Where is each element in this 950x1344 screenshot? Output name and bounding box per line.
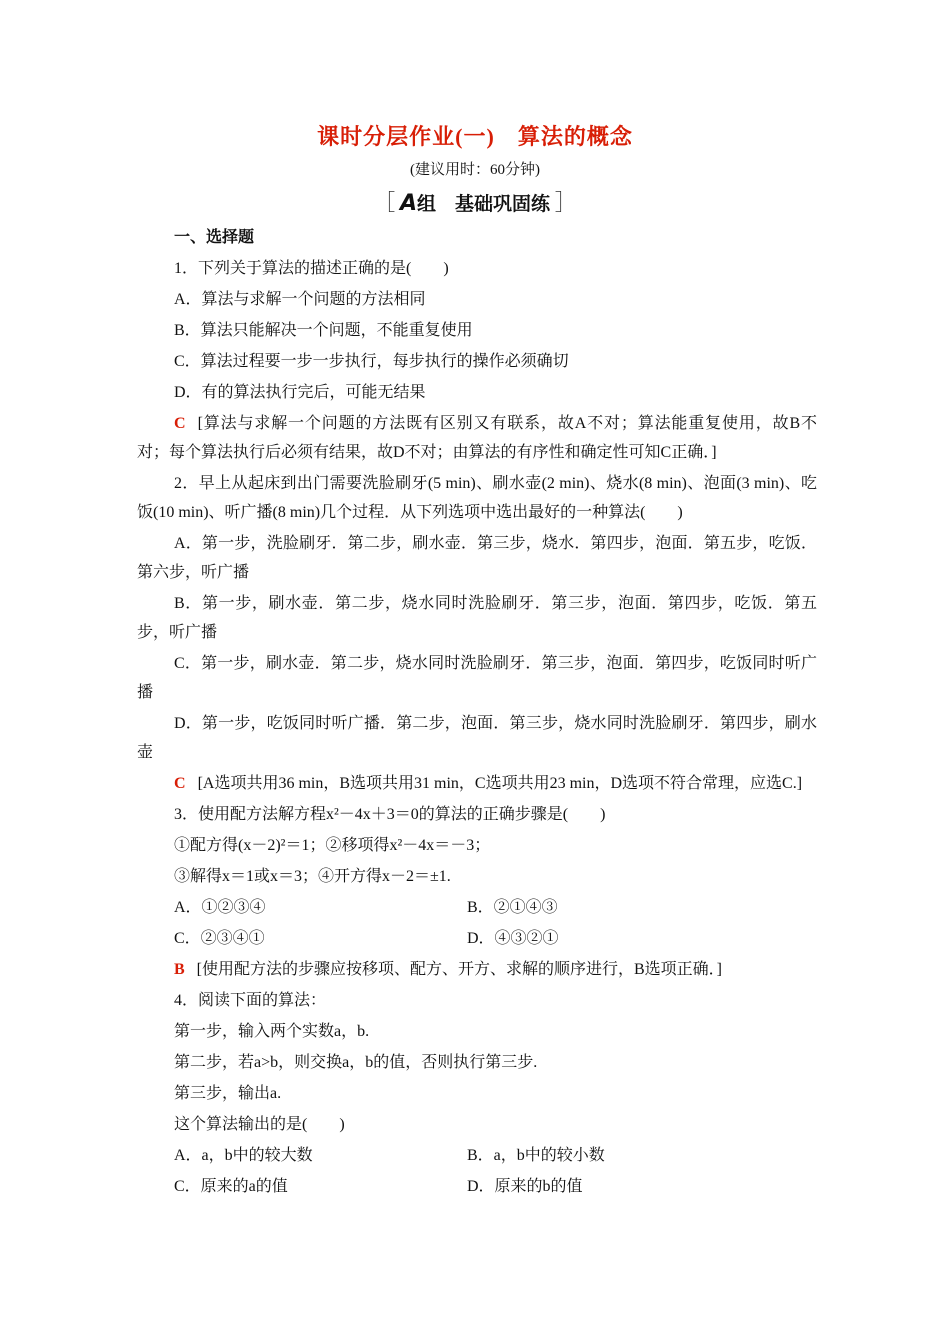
question-4-step-3: 第三步，输出a. (174, 1085, 282, 1102)
question-3-option-a: A．①②③④ (174, 899, 266, 916)
question-3-solution (137, 954, 817, 985)
question-3-answer: B (174, 961, 185, 978)
question-1-option-d: D．有的算法执行完后，可能无结果 (174, 384, 426, 401)
question-3-explanation: [使用配方法的步骤应按移项、配方、开方、求解的顺序进行，B选项正确．] (196, 961, 723, 978)
question-4-ask: 这个算法输出的是( ) (174, 1116, 345, 1133)
section-heading: 一、选择题 (174, 229, 255, 246)
question-3-option-d: D．④③②① (467, 930, 559, 947)
question-2-option-b: B．第一步，刷水壶．第二步，烧水同时洗脸刷牙．第三步，泡面．第四步，吃饭．第五步，听广播 (137, 595, 817, 641)
question-3-stem: 3．使用配方法解方程x²－4x＋3＝0的算法的正确步骤是( ) (174, 806, 606, 823)
question-2-solution (137, 768, 817, 799)
question-4-option-d: D．原来的b的值 (467, 1178, 583, 1195)
group-letter: A (399, 191, 417, 216)
question-4-option-b: B．a，b中的较小数 (467, 1147, 605, 1164)
question-3-steps-2: ③解得x＝1或x＝3；④开方得x－2＝±1. (174, 868, 451, 885)
question-3-options-row-2 (137, 923, 817, 954)
question-4-option-a: A．a，b中的较大数 (174, 1147, 313, 1164)
question-4-option-c: C．原来的a的值 (174, 1178, 288, 1195)
question-2-option-a: A．第一步，洗脸刷牙．第二步，刷水壶．第三步，烧水．第四步，泡面．第五步，吃饭．第六步，听广播 (137, 535, 817, 581)
question-4-step-2: 第二步，若a>b，则交换a，b的值，否则执行第三步. (174, 1054, 538, 1071)
suggested-time: (建议用时：60分钟) (410, 162, 540, 178)
question-1-solution (137, 408, 817, 468)
question-2-explanation: [A选项共用36 min，B选项共用31 min，C选项共用23 min，D选项不符合常理，应选C.] (197, 775, 803, 792)
question-4-options-row-2 (137, 1171, 817, 1202)
right-bracket-icon: ］ (554, 190, 577, 215)
question-2-option-d: D．第一步，吃饭同时听广播．第二步，泡面．第三步，烧水同时洗脸刷牙．第四步，刷水壶 (137, 715, 817, 761)
question-4-step-1: 第一步，输入两个实数a，b. (174, 1023, 370, 1040)
question-1-explanation: [算法与求解一个问题的方法既有区别又有联系，故A不对；算法能重复使用，故B不对；每个算法执行后必须有结果，故D不对；由算法的有序性和确定性可知C正确．] (137, 415, 817, 461)
question-2-option-c: C．第一步，刷水壶．第二步，烧水同时洗脸刷牙．第三步，泡面．第四步，吃饭同时听广播 (137, 655, 817, 701)
question-1-stem: 1．下列关于算法的描述正确的是( ) (174, 260, 449, 277)
group-heading (0, 186, 950, 217)
question-1-option-a: A．算法与求解一个问题的方法相同 (174, 291, 426, 308)
question-1-option-c: C．算法过程要一步一步执行，每步执行的操作必须确切 (174, 353, 569, 370)
question-1-answer: C (174, 415, 186, 432)
question-2-answer: C (174, 775, 186, 792)
question-2-stem: 2．早上从起床到出门需要洗脸刷牙(5 min)、刷水壶(2 min)、烧水(8 min)、泡面(3 min)、吃饭(10 min)、听广播(8 min)几个过程．从下列选项中选出最好的一种算法( ) (137, 475, 817, 521)
left-bracket-icon: ［ (373, 190, 396, 215)
question-3-steps-1: ①配方得(x－2)²＝1；②移项得x²－4x＝－3； (174, 837, 491, 854)
question-1-option-b: B．算法只能解决一个问题，不能重复使用 (174, 322, 473, 339)
question-3-options-row-1 (137, 892, 817, 923)
page-title: 课时分层作业(一) 算法的概念 (317, 124, 633, 149)
question-3-option-c: C．②③④① (174, 930, 265, 947)
question-3-option-b: B．②①④③ (467, 899, 558, 916)
question-4-stem: 4．阅读下面的算法： (174, 992, 327, 1009)
group-label: 组 基础巩固练 (417, 194, 551, 215)
exercise-body (137, 222, 817, 1202)
question-4-options-row-1 (137, 1140, 817, 1171)
